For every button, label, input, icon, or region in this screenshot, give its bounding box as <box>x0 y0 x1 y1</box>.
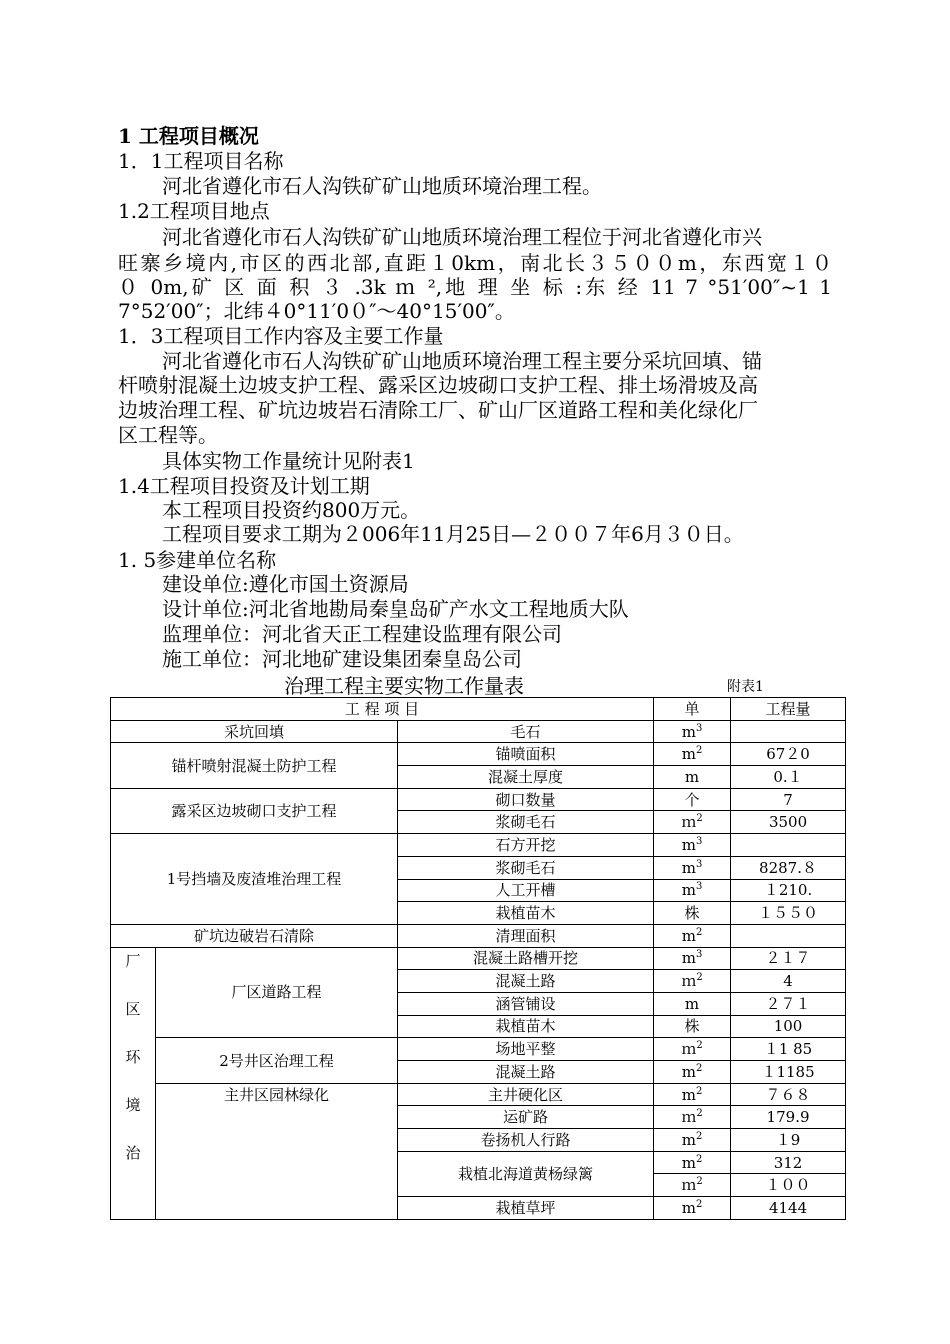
unit-design: 设计单位:河北省地勘局秦皇岛矿产水文工程地质大队 <box>162 597 629 621</box>
unit-cell: $m^3$ <box>654 947 731 970</box>
investment-text: 本工程项目投资约800万元。 <box>162 498 421 522</box>
table-header-row <box>111 698 846 721</box>
unit-cell: ｍ$^2$ <box>654 1106 731 1129</box>
item-name: 栽植苗木 <box>398 902 654 925</box>
content-line-4: 区工程等。 <box>118 423 218 447</box>
subgroup-name: 2号井区治理工程 <box>156 1038 398 1083</box>
unit-cell: ｍ$^2$ <box>654 811 731 834</box>
heading-1-3: 1．3工程项目工作内容及主要工作量 <box>118 324 444 348</box>
item-name: 清理面积 <box>398 924 654 947</box>
group-name: 锚杆喷射混凝土防护工程 <box>111 743 398 788</box>
subgroup-name: 厂区道路工程 <box>156 947 398 1038</box>
table-title: 治理工程主要实物工作量表 <box>284 674 524 698</box>
unit-cell: $m^3$ <box>654 879 731 902</box>
content-line-1: 河北省遵化市石人沟铁矿矿山地质环境治理工程主要分采坑回填、锚 <box>162 349 762 373</box>
unit-cell: $m^3$ <box>654 856 731 879</box>
location-line-2: 旺寨乡境内,市区的西北部,直距１0km，南北长３５００m，东西宽１０ <box>118 251 832 275</box>
quantity-cell: １1 85 <box>731 1038 846 1061</box>
table-row <box>111 1083 846 1106</box>
unit-cell: 株 <box>654 1015 731 1038</box>
unit-cell: $m^2$ <box>654 1151 731 1174</box>
unit-cell: $m^2$ <box>654 743 731 766</box>
plant-area-char: 区 <box>125 999 141 1018</box>
location-line-4: 7°52′00″；北纬４0°11′0０″～40°15′00″。 <box>118 299 515 323</box>
quantity-cell <box>731 720 846 743</box>
item-name: 人工开槽 <box>398 879 654 902</box>
quantity-cell: 4144 <box>731 1197 846 1220</box>
unit-cell: $m^2$ <box>654 1197 731 1220</box>
unit-cell: $m^2$ <box>654 1083 731 1106</box>
item-name: 卷扬机人行路 <box>398 1129 654 1152</box>
item-name: 混凝土路 <box>398 1061 654 1084</box>
unit-cell: ｍ$^2$ <box>654 1174 731 1197</box>
period-text: 工程项目要求工期为２006年11月25日—２００７年6月３０日。 <box>162 522 744 546</box>
unit-cell: $m^2$ <box>654 1061 731 1084</box>
section-title: 1 工程项目概况 <box>118 124 259 148</box>
quantity-cell: 179.9 <box>731 1106 846 1129</box>
item-name: 主井硬化区 <box>398 1083 654 1106</box>
item-name: 混凝土路 <box>398 970 654 993</box>
item-name: 栽植北海道黄杨绿篱 <box>398 1151 654 1196</box>
quantity-cell: 4 <box>731 970 846 993</box>
header-quantity: 工程量 <box>731 698 846 721</box>
item-name: 浆砌毛石 <box>398 811 654 834</box>
item-name: 砌口数量 <box>398 788 654 811</box>
quantity-cell: ２７１ <box>731 992 846 1015</box>
item-name: 浆砌毛石 <box>398 856 654 879</box>
table-appendix-label: 附表1 <box>727 679 764 695</box>
quantity-cell: 7 <box>731 788 846 811</box>
quantity-cell: １５５０ <box>731 902 846 925</box>
heading-1-5: 1. 5参建单位名称 <box>118 548 277 572</box>
group-name: 1号挡墙及废渣堆治理工程 <box>111 834 398 925</box>
content-line-3: 边坡治理工程、矿坑边坡岩石清除工厂、矿山厂区道路工程和美化绿化厂 <box>118 398 758 422</box>
unit-contractor: 施工单位：河北地矿建设集团秦皇岛公司 <box>162 647 522 671</box>
content-line-2: 杆喷射混凝土边坡支护工程、露采区边坡砌口支护工程、排土场滑坡及高 <box>118 373 758 397</box>
item-name: 混凝土路槽开挖 <box>398 947 654 970</box>
quantity-cell: ２１７ <box>731 947 846 970</box>
unit-cell: $m^3$ <box>654 720 731 743</box>
item-name: 运矿路 <box>398 1106 654 1129</box>
quantity-cell: １００ <box>731 1174 846 1197</box>
item-name: 锚喷面积 <box>398 743 654 766</box>
heading-1-4: 1.4工程项目投资及计划工期 <box>118 474 370 498</box>
plant-area-char: 治 <box>125 1143 141 1162</box>
item-name: 场地平整 <box>398 1038 654 1061</box>
unit-cell: 个 <box>654 788 731 811</box>
quantity-cell: 100 <box>731 1015 846 1038</box>
subgroup-name: 主井区园林绿化 <box>156 1083 398 1219</box>
unit-cell: $m^3$ <box>654 834 731 857</box>
group-name: 采坑回填 <box>111 720 398 743</box>
item-name: 涵管铺设 <box>398 992 654 1015</box>
project-name-text: 河北省遵化市石人沟铁矿矿山地质环境治理工程。 <box>162 174 602 198</box>
item-name: 混凝土厚度 <box>398 766 654 789</box>
plant-area-char: 厂 <box>125 951 141 970</box>
table-row <box>111 1038 846 1061</box>
unit-cell: 株 <box>654 902 731 925</box>
quantity-cell: １210. <box>731 879 846 902</box>
heading-1-2: 1.2工程项目地点 <box>118 199 270 223</box>
header-item: 工 程 项 目 <box>111 698 654 721</box>
unit-cell: m <box>654 766 731 789</box>
quantity-cell <box>731 924 846 947</box>
item-name: 石方开挖 <box>398 834 654 857</box>
group-name: 露采区边坡砌口支护工程 <box>111 788 398 833</box>
unit-construction: 建设单位:遵化市国土资源局 <box>162 572 409 596</box>
table-row <box>111 788 846 811</box>
table-row <box>111 834 846 857</box>
quantity-cell: １1185 <box>731 1061 846 1084</box>
header-unit: 单 <box>654 698 731 721</box>
unit-cell: m <box>654 992 731 1015</box>
quantity-cell: 3500 <box>731 811 846 834</box>
group-name: 矿坑边破岩石清除 <box>111 924 398 947</box>
quantity-cell: １9 <box>731 1129 846 1152</box>
table-row <box>111 924 846 947</box>
unit-cell: ｍ$^2$ <box>654 1038 731 1061</box>
location-line-1: 河北省遵化市石人沟铁矿矿山地质环境治理工程位于河北省遵化市兴 <box>162 225 762 249</box>
item-name: 毛石 <box>398 720 654 743</box>
item-name: 栽植苗木 <box>398 1015 654 1038</box>
plant-area-label <box>111 947 156 1219</box>
quantity-cell <box>731 834 846 857</box>
unit-cell: $m^2$ <box>654 924 731 947</box>
location-line-3: ０ 0m,矿 区 面 积 ３ .3k ｍ ²,地 理 坐 标 :东 经 11 7 °51′00″~1 1 <box>118 275 832 299</box>
quantity-cell: 312 <box>731 1151 846 1174</box>
quantity-cell: 67２0 <box>731 743 846 766</box>
unit-supervision: 监理单位：河北省天正工程建设监理有限公司 <box>162 622 562 646</box>
quantity-cell: 8287.８ <box>731 856 846 879</box>
item-name: 栽植草坪 <box>398 1197 654 1220</box>
work-quantity-table <box>110 697 846 1220</box>
table-row <box>111 720 846 743</box>
unit-cell: $m^2$ <box>654 1129 731 1152</box>
plant-area-char: 境 <box>125 1095 141 1114</box>
appendix-reference: 具体实物工作量统计见附表1 <box>162 449 415 473</box>
quantity-cell: 0.１ <box>731 766 846 789</box>
table-row <box>111 947 846 970</box>
table-row <box>111 743 846 766</box>
plant-area-char: 环 <box>125 1047 141 1066</box>
heading-1-1: 1．1工程项目名称 <box>118 149 284 173</box>
quantity-cell: ７６８ <box>731 1083 846 1106</box>
unit-cell: ｍ$^2$ <box>654 970 731 993</box>
